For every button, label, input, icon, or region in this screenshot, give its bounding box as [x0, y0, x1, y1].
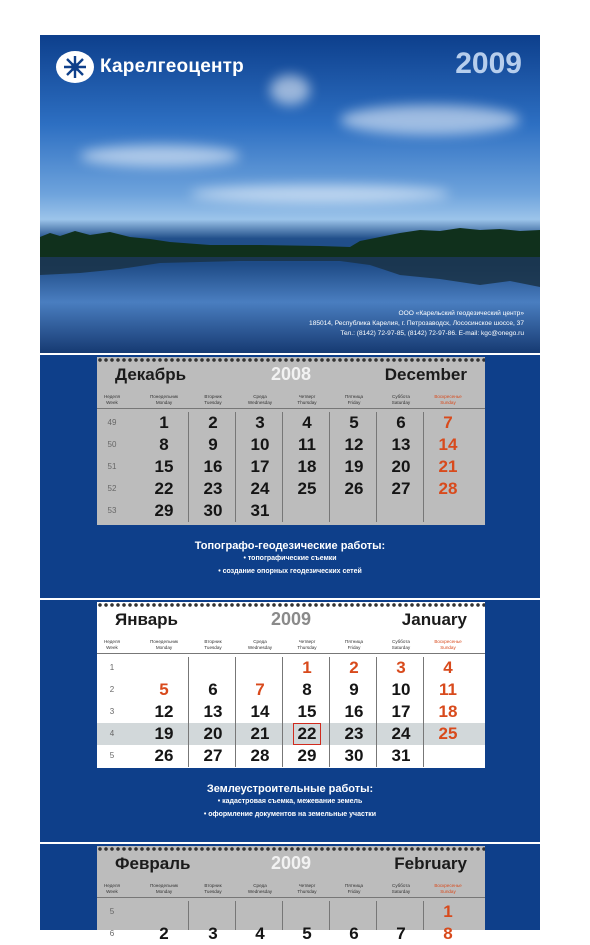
- weekday-name-ru: Четверг: [298, 883, 316, 888]
- weekday-name-en: Monday: [155, 644, 173, 650]
- weekday-name-ru: Воскресенье: [434, 883, 462, 888]
- day-cell: 30: [344, 746, 364, 765]
- week-number: 3: [109, 707, 115, 716]
- weekday-name-ru: Понедельник: [149, 883, 179, 888]
- caption-title: Землеустроительные работы:: [206, 783, 374, 795]
- day-cell: 30: [203, 501, 223, 520]
- weekday-header: [141, 639, 187, 650]
- weekday-header: [331, 394, 377, 405]
- day-cell: 26: [344, 479, 364, 498]
- day-cell: 28: [438, 479, 458, 498]
- day-cell: 10: [391, 680, 411, 699]
- day-cell: 6: [349, 924, 359, 943]
- day-cell: 31: [250, 501, 270, 520]
- weekday-name-ru: Суббота: [392, 639, 410, 644]
- caption-item: • кадастровая съемка, межевание земель: [217, 798, 363, 805]
- weekday-name-en: Wednesday: [247, 644, 273, 650]
- day-cell: 8: [302, 680, 312, 699]
- day-cell: 14: [438, 435, 458, 454]
- weekday-header: [425, 639, 471, 650]
- weekday-name-en: Sunday: [440, 644, 456, 650]
- weekday-header: [237, 883, 283, 894]
- day-cell: 22: [154, 479, 174, 498]
- day-cell: 3: [396, 658, 406, 677]
- day-cell: 15: [297, 702, 317, 721]
- weekday-header: [190, 394, 236, 405]
- month-year: 2009: [270, 609, 312, 629]
- day-cell: 16: [203, 457, 223, 476]
- weekday-header-row: [97, 637, 485, 654]
- weekday-header: [331, 639, 377, 650]
- weekday-name-en: Friday: [347, 888, 361, 894]
- header-year: 2009: [455, 47, 522, 80]
- month-grid-february: [97, 846, 485, 943]
- company-address: [309, 309, 524, 339]
- day-cell: 13: [391, 435, 411, 454]
- day-cell: 9: [208, 435, 218, 454]
- month-grid-december: [97, 357, 485, 525]
- day-cell: 5: [349, 413, 359, 432]
- spiral-binding: [97, 602, 485, 608]
- day-cell: 7: [396, 924, 406, 943]
- weekday-name-ru: Неделя: [103, 883, 121, 888]
- weekday-name-ru: Вторник: [204, 639, 222, 644]
- weekday-header: [284, 639, 330, 650]
- weekday-name-ru: Понедельник: [149, 639, 179, 644]
- week-number: 6: [109, 929, 115, 938]
- caption-item: • топографические съемки: [243, 555, 337, 562]
- weekday-name-ru: Суббота: [392, 883, 410, 888]
- weekday-name-en: Friday: [347, 399, 361, 405]
- services-caption-1: [40, 540, 540, 578]
- weekday-name-en: Saturday: [391, 399, 411, 405]
- week-number: 53: [107, 506, 117, 515]
- day-cell: 27: [391, 479, 411, 498]
- month-name-ru: Февраль: [115, 854, 191, 873]
- day-cell: 12: [344, 435, 364, 454]
- day-cell: 21: [250, 724, 270, 743]
- weekday-name-ru: Пятница: [344, 394, 364, 399]
- weekday-name-en: Wednesday: [247, 399, 273, 405]
- address-line: ООО «Карельский геодезический центр»: [398, 310, 524, 317]
- caption-item: • оформление документов на земельные участки: [203, 811, 377, 818]
- weekday-name-en: Week: [106, 888, 118, 894]
- weekday-header: [284, 883, 330, 894]
- weekday-header: [378, 883, 424, 894]
- weekday-name-en: Sunday: [440, 888, 456, 894]
- weekday-name-ru: Среда: [253, 883, 267, 888]
- day-cell: 25: [297, 479, 317, 498]
- weekday-name-en: Thursday: [297, 644, 317, 650]
- weekday-name-ru: Неделя: [103, 639, 121, 644]
- week-number: 2: [109, 685, 115, 694]
- logo-text: Карелгеоцентр: [100, 56, 244, 77]
- weekday-name-en: Saturday: [391, 644, 411, 650]
- day-cell: 28: [250, 746, 270, 765]
- day-cell: 2: [349, 658, 359, 677]
- column-separator: [188, 412, 189, 522]
- weekday-name-ru: Вторник: [204, 883, 222, 888]
- weekday-name-en: Tuesday: [204, 888, 222, 894]
- day-cell: 6: [396, 413, 406, 432]
- day-cell: 20: [203, 724, 223, 743]
- weekday-name-en: Wednesday: [247, 888, 273, 894]
- weekday-header: [331, 883, 377, 894]
- week-number: 52: [107, 484, 117, 493]
- day-cell: 24: [250, 479, 270, 498]
- weekday-name-ru: Неделя: [103, 394, 121, 399]
- weekday-name-en: Week: [106, 644, 118, 650]
- weekday-header: [97, 883, 127, 894]
- weekday-header: [425, 394, 471, 405]
- day-cell: 26: [154, 746, 174, 765]
- weekday-header: [284, 394, 330, 405]
- day-cell: 5: [302, 924, 312, 943]
- day-cell: 8: [159, 435, 169, 454]
- day-cell: 31: [391, 746, 411, 765]
- day-cell: 17: [250, 457, 270, 476]
- weekday-name-en: Sunday: [440, 399, 456, 405]
- day-cell: 25: [438, 724, 458, 743]
- week-number: 5: [109, 907, 115, 916]
- day-cell: 4: [443, 658, 453, 677]
- weekday-header-row: [97, 392, 485, 409]
- company-logo: [56, 51, 244, 83]
- treeline: [40, 227, 540, 257]
- weekday-name-en: Monday: [155, 399, 173, 405]
- weekday-header: [237, 639, 283, 650]
- day-cell: 19: [154, 724, 174, 743]
- caption-item: • создание опорных геодезических сетей: [218, 568, 362, 575]
- day-cell: 5: [159, 680, 169, 699]
- day-cell: 23: [344, 724, 364, 743]
- day-cell: 4: [302, 413, 312, 432]
- month-name-ru: Декабрь: [115, 365, 187, 384]
- day-cell: 3: [208, 924, 218, 943]
- day-cell: 23: [203, 479, 223, 498]
- day-cell: 18: [438, 702, 458, 721]
- spiral-binding: [97, 357, 485, 363]
- column-separator: [188, 657, 189, 767]
- month-year: 2009: [270, 853, 312, 873]
- week-number: 1: [109, 663, 115, 672]
- week-number: 4: [109, 729, 115, 738]
- day-cell: 16: [344, 702, 364, 721]
- day-cell: 1: [159, 413, 169, 432]
- day-cell: 1: [443, 902, 453, 921]
- month-name-en: December: [384, 365, 467, 384]
- weekday-name-ru: Понедельник: [149, 394, 179, 399]
- month-name-en: February: [394, 854, 467, 873]
- weekday-header: [378, 639, 424, 650]
- day-cell: 21: [438, 457, 458, 476]
- weekday-name-en: Monday: [155, 888, 173, 894]
- day-cell: 27: [203, 746, 223, 765]
- weekday-name-en: Thursday: [297, 399, 317, 405]
- day-cell: 20: [391, 457, 411, 476]
- weekday-name-en: Friday: [347, 644, 361, 650]
- day-cell: 19: [344, 457, 364, 476]
- week-number: 51: [107, 462, 117, 471]
- day-cell: 13: [203, 702, 223, 721]
- day-cell: 8: [443, 924, 453, 943]
- month-year: 2008: [270, 364, 312, 384]
- weekday-header: [97, 394, 127, 405]
- weekday-header-row: [97, 881, 485, 898]
- weekday-name-en: Saturday: [391, 888, 411, 894]
- day-cell: 2: [159, 924, 169, 943]
- day-cell: 7: [443, 413, 453, 432]
- weekday-name-en: Thursday: [297, 888, 317, 894]
- day-cell: 12: [154, 702, 174, 721]
- day-cell: 1: [302, 658, 312, 677]
- weekday-header: [141, 883, 187, 894]
- day-cell: 11: [298, 435, 316, 454]
- weekday-name-ru: Вторник: [204, 394, 222, 399]
- day-cell: 24: [391, 724, 411, 743]
- day-cell: 17: [391, 702, 411, 721]
- day-cell: 18: [297, 457, 317, 476]
- day-cell: 22: [297, 724, 317, 743]
- weekday-header: [378, 394, 424, 405]
- address-line: Тел.: (8142) 72-97-85, (8142) 72-97-86. E-mail: kgc@onego.ru: [340, 330, 524, 337]
- weekday-header: [190, 883, 236, 894]
- geodesy-logo-icon: [56, 51, 94, 83]
- weekday-header: [425, 883, 471, 894]
- weekday-name-ru: Пятница: [344, 883, 364, 888]
- week-number: 49: [107, 418, 117, 427]
- weekday-header: [141, 394, 187, 405]
- address-line: 185014, Республика Карелия, г. Петрозаводск, Лососинское шоссе, 37: [309, 320, 524, 327]
- lake-reflection: [40, 257, 540, 307]
- weekday-header: [237, 394, 283, 405]
- weekday-name-ru: Четверг: [298, 639, 316, 644]
- month-name-ru: Январь: [115, 610, 179, 629]
- weekday-name-ru: Суббота: [392, 394, 410, 399]
- weekday-name-en: Tuesday: [204, 399, 222, 405]
- day-cell: 6: [208, 680, 218, 699]
- weekday-name-ru: Воскресенье: [434, 394, 462, 399]
- weekday-name-en: Tuesday: [204, 644, 222, 650]
- month-grid-january: [97, 602, 485, 768]
- services-caption-2: [40, 783, 540, 821]
- day-cell: 9: [349, 680, 359, 699]
- day-cell: 29: [154, 501, 174, 520]
- weekday-header: [97, 639, 127, 650]
- day-cell: 15: [154, 457, 174, 476]
- day-cell: 2: [208, 413, 218, 432]
- weekday-name-ru: Среда: [253, 639, 267, 644]
- today-marker: [293, 723, 321, 745]
- day-cell: 3: [255, 413, 265, 432]
- day-cell: 29: [297, 746, 317, 765]
- day-cell: 14: [250, 702, 270, 721]
- weekday-name-ru: Четверг: [298, 394, 316, 399]
- landscape-photo-header: [40, 35, 540, 353]
- weekday-name-ru: Среда: [253, 394, 267, 399]
- weekday-name-en: Week: [106, 399, 118, 405]
- spiral-binding: [97, 846, 485, 852]
- day-cell: 7: [255, 680, 265, 699]
- day-cell: 10: [250, 435, 270, 454]
- weekday-name-ru: Воскресенье: [434, 639, 462, 644]
- day-cell: 11: [439, 680, 457, 699]
- day-cell: 4: [255, 924, 265, 943]
- week-number: 50: [107, 440, 117, 449]
- weekday-header: [190, 639, 236, 650]
- month-name-en: January: [401, 610, 467, 629]
- column-separator: [188, 901, 189, 930]
- caption-title: Топографо-геодезические работы:: [194, 540, 386, 552]
- week-number: 5: [109, 751, 115, 760]
- weekday-name-ru: Пятница: [344, 639, 364, 644]
